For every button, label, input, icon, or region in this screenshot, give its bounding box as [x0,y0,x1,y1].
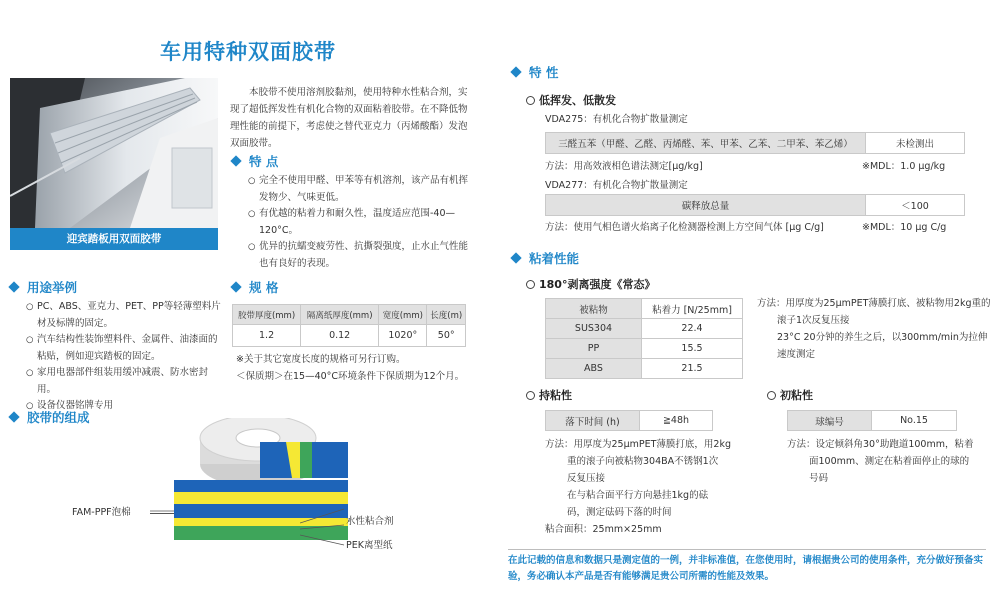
table-row [546,133,965,154]
vda275-table [545,132,965,154]
leader-line [150,513,174,514]
door-sill-image [10,78,218,228]
table-header-row [233,305,466,325]
vda275-label: VDA275：有机化合物扩散量测定 [545,114,688,125]
circle-bullet-icon [526,96,535,105]
vda275-result: 未检测出 [866,133,965,154]
divider [508,549,986,550]
method-line: 粘合面积：25mm×25mm [545,524,662,535]
method-line: 方法：用厚度为25μmPET薄膜打底、被粘物用2kg重的 [757,298,991,309]
diamond-icon [510,66,521,77]
tack-heading: 初粘性 [767,387,813,403]
liner-label: PEK离型纸 [346,540,393,551]
holding-method [545,436,731,538]
spec-value: 1020° [379,325,427,347]
uses-list [26,299,222,415]
spec-header: 胶带厚度(mm) [233,305,301,325]
vda277-label: VDA277：有机化合物扩散量测定 [545,180,688,191]
method-line: 反复压接 [567,473,606,484]
peel-substrate: ABS [546,359,642,379]
table-row [546,359,743,379]
feature-item: ○ 有优越的粘着力和耐久性，温度适应范围-40—120°C。 [248,206,473,239]
table-row [546,195,965,216]
peel-value: 22.4 [642,319,743,339]
spec-value: 0.12 [301,325,379,347]
table-header-row [546,299,743,319]
spec-header: 长度(m) [427,305,466,325]
uses-heading: 用途举例 [10,278,77,296]
spec-value: 50° [427,325,466,347]
method-line: 方法：用厚度为25μmPET薄膜打底，用2kg [545,439,731,450]
method-line: 在与粘合面平行方向悬挂1kg的砝 [567,490,709,501]
holding-label: 落下时间 (h) [546,411,640,431]
feature-item: ○ 完全不使用甲醛、甲苯等有机溶剂，该产品有机挥发物少、气味更低。 [248,173,473,206]
peel-substrate: SUS304 [546,319,642,339]
page-title: 车用特种双面胶带 [160,40,336,64]
circle-bullet-icon [526,391,535,400]
diamond-icon [510,252,521,263]
specs-heading: 规 格 [232,278,278,296]
features-list [248,173,473,272]
method-line: 方法：设定倾斜角30°助跑道100mm，粘着 [787,439,974,450]
method-line: 滚子1次反复压接 [777,315,850,326]
peel-heading: 180°剥离强度《常态》 [526,276,655,292]
diamond-icon [8,411,19,422]
peel-table [545,298,743,379]
circle-bullet-icon [526,280,535,289]
spec-header: 隔离纸厚度(mm) [301,305,379,325]
method-line: 号码 [809,473,829,484]
diamond-icon [230,155,241,166]
tack-label: 球编号 [788,411,872,431]
intro-paragraph: 本胶带不使用溶剂胶黏剂，使用特种水性粘合剂，实现了超低挥发性有机化合物的双面粘着胶带。在不降低物理性能的前提下，考虑使之替代亚克力（丙烯酸酯）发泡双面胶带。 [230,87,468,149]
holding-value: ≧48h [640,411,713,431]
tack-table [787,410,957,431]
composition-heading: 胶带的组成 [10,408,90,426]
holding-heading: 持粘性 [526,387,572,403]
feature-item: ○ 优异的抗蠕变疲劳性、抗撕裂强度，止水止气性能也有良好的表现。 [248,239,473,272]
vda275-item: 三醛五苯（甲醛、乙醛、丙烯醛、苯、甲苯、乙苯、二甲苯、苯乙烯） [546,133,866,154]
table-row [546,339,743,359]
properties-heading: 特 性 [512,63,558,81]
table-row [546,319,743,339]
diamond-icon [8,281,19,292]
vda275-method: 方法：用高效液相色谱法测定[μg/kg] [545,161,703,172]
shelf-life-note: ＜保质期＞在15—40°C环境条件下保质期为12个月。 [236,371,465,382]
table-row [233,325,466,347]
leader-lines-right [300,505,346,551]
photo-caption: 迎宾踏板用双面胶带 [10,228,218,250]
method-line: 23°C 20分钟的养生之后，以300mm/min为拉伸 [777,332,988,343]
use-item: ○ 汽车结构性装饰塑料件、金属件、油漆面的粘贴，例如迎宾踏板的固定。 [26,332,222,365]
peel-substrate: PP [546,339,642,359]
use-item: ○ 设备仪器铭牌专用 [26,398,222,415]
peel-col-force: 粘着力 [N/25mm] [642,299,743,319]
vda275-mdl: ※MDL：1.0 μg/kg [862,161,946,172]
product-photo [10,78,218,228]
adhesion-heading: 粘着性能 [512,249,579,267]
foam-label: FAM-PPF泡棉 [72,507,131,518]
tack-method [787,436,973,487]
specs-note: ※关于其它宽度长度的规格可另行订购。 [236,354,406,365]
vda277-result: ＜100 [866,195,965,216]
peel-value: 15.5 [642,339,743,359]
spec-value: 1.2 [233,325,301,347]
use-item: ○ PC、ABS、亚克力、PET、PP等轻薄塑料片材及标牌的固定。 [26,299,222,332]
disclaimer: 在此记载的信息和数据只是测定值的一例，并非标准值，在您使用时，请根据贵公司的使用条件，充分做好预备实验，务必确认本产品是否有能够满足贵公司所需的性能及效果。 [508,555,984,582]
features-heading: 特 点 [232,152,278,170]
spec-header: 宽度(mm) [379,305,427,325]
circle-bullet-icon [767,391,776,400]
holding-table [545,410,713,431]
method-line: 速度测定 [777,349,816,360]
table-row [788,411,957,431]
method-line: 面100mm、测定在粘着面停止的球的 [809,456,970,467]
method-line: 重的滚子向被粘物304BA不锈钢1次 [567,456,719,467]
peel-col-substrate: 被粘物 [546,299,642,319]
vda277-mdl: ※MDL：10 μg C/g [862,222,947,233]
peel-method [757,295,991,363]
low-voc-heading: 低挥发、低散发 [526,92,616,108]
tack-value: No.15 [872,411,957,431]
use-item: ○ 家用电器部件组装用缓冲减震、防水密封用。 [26,365,222,398]
diamond-icon [230,281,241,292]
vda277-method: 方法：使用气相色谱火焰离子化检测器检测上方空间气体 [μg C/g] [545,222,824,233]
vda277-table [545,194,965,216]
vda277-item: 碳释放总量 [546,195,866,216]
specs-table [232,304,466,347]
method-line: 码，测定砝码下落的时间 [567,507,672,518]
peel-value: 21.5 [642,359,743,379]
table-row [546,411,713,431]
adhesive-label: 水性粘合剂 [346,516,394,527]
